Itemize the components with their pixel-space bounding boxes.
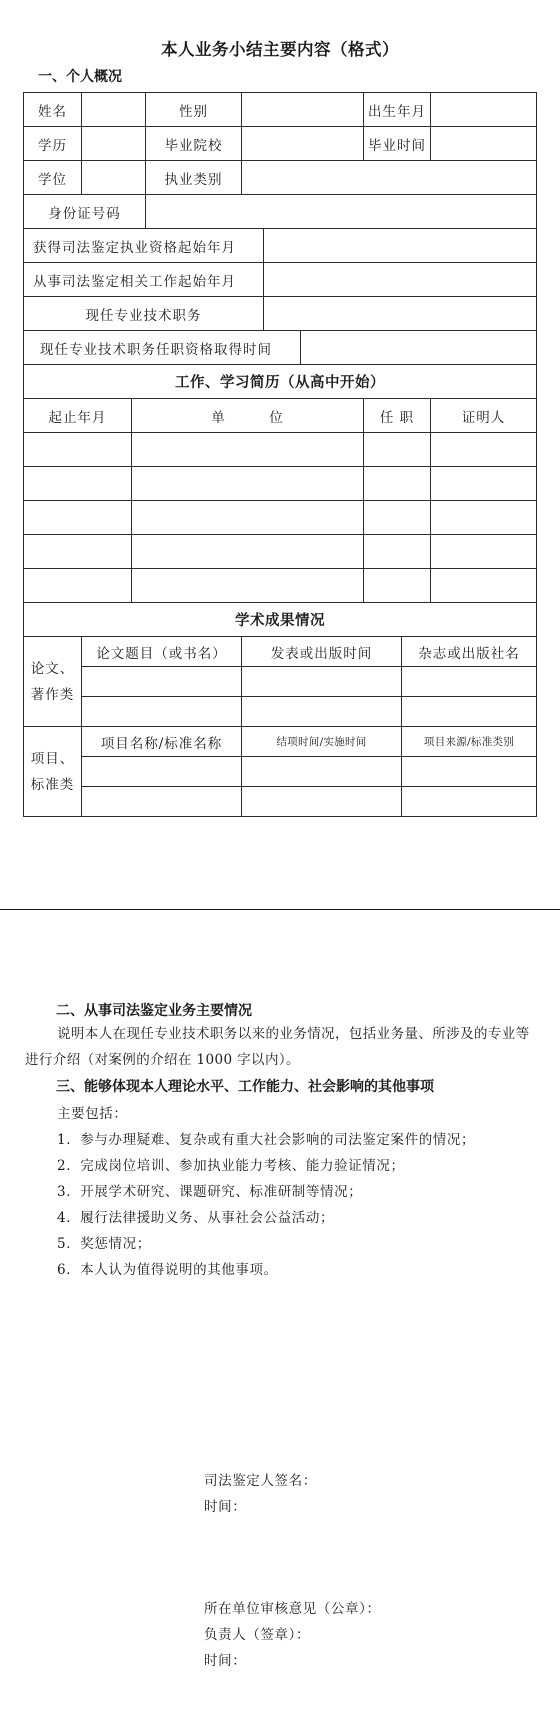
papers-row	[24, 667, 537, 697]
resume-witness-cell[interactable]	[431, 569, 537, 603]
section-3-item: 1．参与办理疑难、复杂或有重大社会影响的司法鉴定案件的情况；	[57, 1132, 476, 1148]
resume-period-cell[interactable]	[24, 501, 132, 535]
responsible-person-label: 负责人（签章）：	[204, 1627, 311, 1643]
papers-publisher-cell[interactable]	[402, 667, 537, 697]
name-value[interactable]	[82, 93, 146, 127]
title-acquired-label: 现任专业技术职务任职资格取得时间	[24, 331, 301, 365]
resume-col-witness: 证明人	[431, 399, 537, 433]
resume-row	[24, 433, 537, 467]
projects-group-text: 项目、标准类	[30, 750, 75, 793]
resume-witness-cell[interactable]	[431, 535, 537, 569]
unit-time-label: 时间：	[204, 1653, 247, 1669]
work-start-value[interactable]	[264, 263, 537, 297]
resume-col-period: 起止年月	[24, 399, 132, 433]
birth-value[interactable]	[431, 93, 537, 127]
unit-opinion-label: 所在单位审核意见（公章）：	[204, 1601, 381, 1617]
row-resume-columns	[24, 399, 537, 433]
resume-period-cell[interactable]	[24, 535, 132, 569]
resume-unit-cell[interactable]	[132, 569, 364, 603]
resume-unit-cell[interactable]	[132, 535, 364, 569]
resume-row	[24, 501, 537, 535]
section-3-item: 5．奖惩情况；	[57, 1236, 151, 1252]
degree-value[interactable]	[82, 161, 146, 195]
projects-time-cell[interactable]	[242, 787, 402, 817]
resume-header: 工作、学习简历（从高中开始）	[24, 365, 537, 399]
projects-group-label	[24, 727, 82, 817]
document-title: 本人业务小结主要内容（格式）	[161, 40, 399, 59]
projects-name-cell[interactable]	[82, 787, 242, 817]
row-name-gender-birth	[24, 93, 537, 127]
papers-group-text: 论文、著作类	[30, 660, 75, 703]
practice-category-label: 执业类别	[146, 161, 242, 195]
page-break-rule	[0, 909, 560, 910]
achievements-header: 学术成果情况	[24, 603, 537, 637]
papers-title-cell[interactable]	[82, 667, 242, 697]
title-acquired-value[interactable]	[301, 331, 537, 365]
resume-period-cell[interactable]	[24, 467, 132, 501]
current-title-value[interactable]	[264, 297, 537, 331]
current-title-label: 现任专业技术职务	[24, 297, 264, 331]
grad-time-label: 毕业时间	[364, 127, 431, 161]
resume-position-cell[interactable]	[364, 501, 431, 535]
resume-witness-cell[interactable]	[431, 501, 537, 535]
education-label: 学历	[24, 127, 82, 161]
birth-label: 出生年月	[364, 93, 431, 127]
resume-unit-cell[interactable]	[132, 467, 364, 501]
projects-time-cell[interactable]	[242, 757, 402, 787]
resume-unit-cell[interactable]	[132, 501, 364, 535]
row-work-start	[24, 263, 537, 297]
qualification-date-value[interactable]	[264, 229, 537, 263]
projects-col-source: 项目来源/标准类别	[402, 727, 537, 757]
work-start-label: 从事司法鉴定相关工作起始年月	[24, 263, 264, 297]
section-1-heading: 一、个人概况	[38, 69, 122, 85]
name-label: 姓名	[24, 93, 82, 127]
gender-label: 性别	[146, 93, 242, 127]
signature-time-label: 时间：	[204, 1499, 247, 1515]
section-2-body: 说明本人在现任专业技术职务以来的业务情况，包括业务量、所涉及的专业等进行介绍（对案例的介绍在 1000 字以内）。	[25, 1026, 530, 1068]
row-education-school-gradtime	[24, 127, 537, 161]
papers-time-cell[interactable]	[242, 667, 402, 697]
projects-name-cell[interactable]	[82, 757, 242, 787]
row-degree-category	[24, 161, 537, 195]
papers-publisher-cell[interactable]	[402, 697, 537, 727]
education-value[interactable]	[82, 127, 146, 161]
appraiser-signature-label: 司法鉴定人签名：	[204, 1473, 317, 1489]
section-3-heading: 三、能够体现本人理论水平、工作能力、社会影响的其他事项	[56, 1079, 434, 1095]
resume-period-cell[interactable]	[24, 433, 132, 467]
resume-witness-cell[interactable]	[431, 433, 537, 467]
projects-source-cell[interactable]	[402, 787, 537, 817]
projects-row	[24, 787, 537, 817]
resume-row	[24, 569, 537, 603]
papers-row	[24, 697, 537, 727]
resume-witness-cell[interactable]	[431, 467, 537, 501]
papers-time-cell[interactable]	[242, 697, 402, 727]
resume-period-cell[interactable]	[24, 569, 132, 603]
papers-group-label	[24, 637, 82, 727]
projects-col-name: 项目名称/标准名称	[82, 727, 242, 757]
row-achievements-header	[24, 603, 537, 637]
gender-value[interactable]	[242, 93, 364, 127]
projects-col-time: 结项时间/实施时间	[242, 727, 402, 757]
row-resume-header	[24, 365, 537, 399]
resume-unit-cell[interactable]	[132, 433, 364, 467]
row-qualification-date	[24, 229, 537, 263]
id-number-value[interactable]	[146, 195, 537, 229]
resume-col-unit: 单 位	[132, 399, 364, 433]
school-value[interactable]	[242, 127, 364, 161]
grad-time-value[interactable]	[431, 127, 537, 161]
row-current-title	[24, 297, 537, 331]
row-title-acquired	[24, 331, 537, 365]
section-2-heading: 二、从事司法鉴定业务主要情况	[56, 1003, 252, 1019]
section-3-item: 3．开展学术研究、课题研究、标准研制等情况；	[57, 1184, 363, 1200]
row-projects-columns	[24, 727, 537, 757]
practice-category-value[interactable]	[242, 161, 537, 195]
school-label: 毕业院校	[146, 127, 242, 161]
resume-position-cell[interactable]	[364, 535, 431, 569]
resume-row	[24, 535, 537, 569]
row-papers-columns	[24, 637, 537, 667]
papers-col-publisher: 杂志或出版社名	[402, 637, 537, 667]
section-3-item: 4．履行法律援助义务、从事社会公益活动；	[57, 1210, 335, 1226]
resume-position-cell[interactable]	[364, 433, 431, 467]
qualification-date-label: 获得司法鉴定执业资格起始年月	[24, 229, 264, 263]
projects-source-cell[interactable]	[402, 757, 537, 787]
papers-col-title: 论文题目（或书名）	[82, 637, 242, 667]
papers-col-time: 发表或出版时间	[242, 637, 402, 667]
personal-info-form	[23, 92, 537, 817]
resume-position-cell[interactable]	[364, 569, 431, 603]
papers-title-cell[interactable]	[82, 697, 242, 727]
section-3-item: 6．本人认为值得说明的其他事项。	[57, 1262, 278, 1278]
row-id-number	[24, 195, 537, 229]
projects-row	[24, 757, 537, 787]
id-number-label: 身份证号码	[24, 195, 146, 229]
resume-col-position: 任 职	[364, 399, 431, 433]
resume-position-cell[interactable]	[364, 467, 431, 501]
section-3-intro: 主要包括：	[57, 1106, 128, 1122]
resume-row	[24, 467, 537, 501]
degree-label: 学位	[24, 161, 82, 195]
section-3-item: 2．完成岗位培训、参加执业能力考核、能力验证情况；	[57, 1158, 405, 1174]
